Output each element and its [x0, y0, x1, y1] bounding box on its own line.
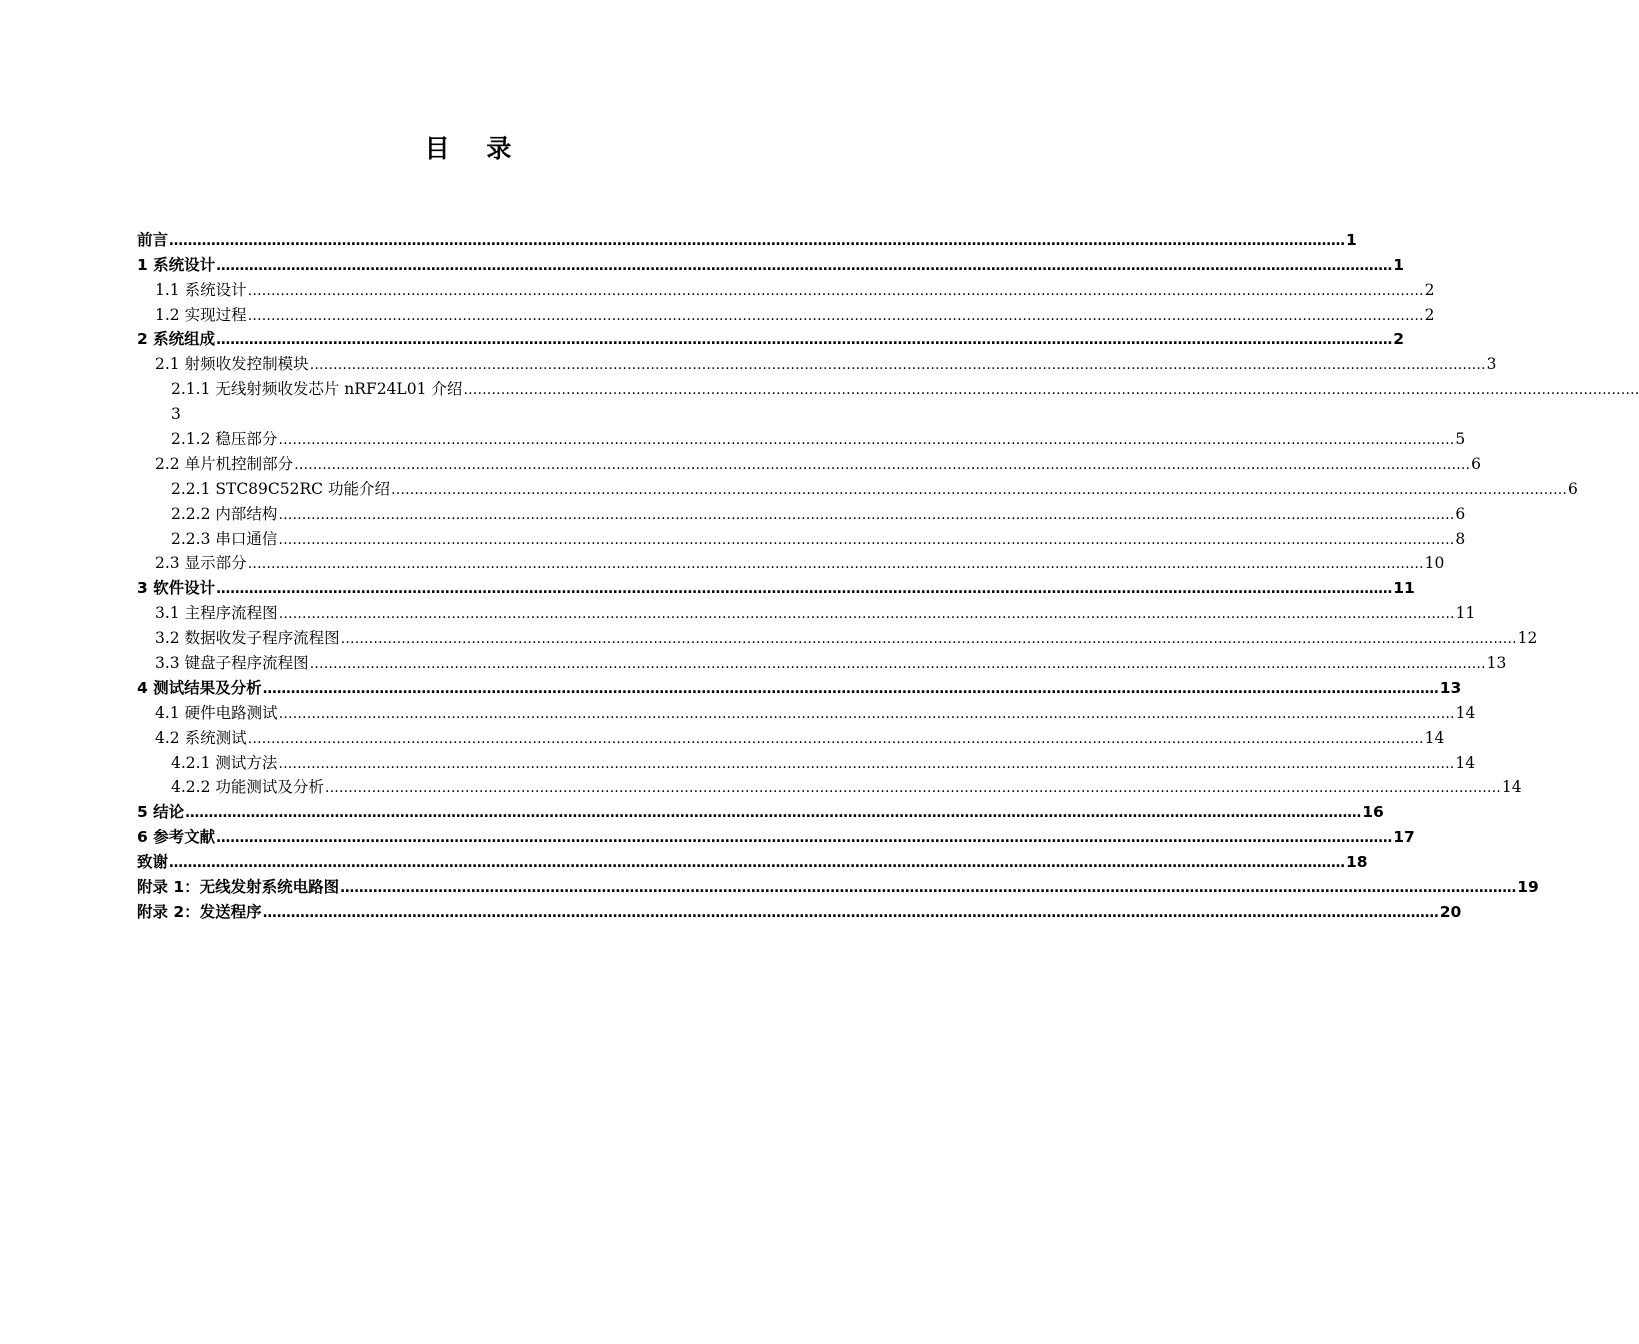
toc-entry-label: 3 软件设计 — [137, 579, 216, 598]
toc-entry[interactable] — [0, 549, 1445, 574]
toc-leader-dots: ……………………………………………………………………………………………………………………………………………………………………………………………………………………………… — [340, 631, 1517, 648]
toc-leader-dots: ……………………………………………………………………………………………………………………………………………………………………………………………………………………………… — [278, 705, 1455, 722]
toc-entry[interactable] — [0, 847, 1368, 872]
toc-leader-dots: ……………………………………………………………………………………………………………………………………………………………………………………………………………………………… — [309, 656, 1486, 673]
toc-entry-page: 1 — [1346, 230, 1357, 249]
toc-entry-page: 1 — [1393, 255, 1404, 274]
toc-entry-label: 4.2.2 功能测试及分析 — [171, 778, 324, 797]
toc-entry-label: 2.2.1 STC89C52RC 功能介绍 — [171, 479, 390, 498]
toc-leader-dots: ……………………………………………………………………………………………………………………………………………………………………………………………………………………………… — [216, 332, 1393, 349]
toc-entry-label: 2.1.2 稳压部分 — [171, 430, 278, 449]
toc-entry-label: 6 参考文献 — [137, 828, 216, 847]
toc-entry-label: 3.1 主程序流程图 — [155, 604, 278, 623]
toc-entry-label: 附录 2：发送程序 — [137, 902, 262, 921]
toc-entry-page: 18 — [1346, 853, 1368, 872]
toc-entry-wrapped-page — [0, 399, 950, 424]
toc-leader-dots: ……………………………………………………………………………………………………………………………………………………………………………………………………………………………… — [390, 481, 1567, 498]
toc-leader-dots: ……………………………………………………………………………………………………………………………………………………………………………………………………………………………… — [463, 382, 1639, 399]
toc-entry-label: 4.2 系统测试 — [155, 728, 247, 747]
toc-entry[interactable] — [0, 449, 1481, 474]
toc-entry-label: 5 结论 — [137, 803, 185, 822]
toc-entry-label: 附录 1：无线发射系统电路图 — [137, 878, 340, 897]
toc-leader-dots: ……………………………………………………………………………………………………………………………………………………………………………………………………………………………… — [247, 730, 1424, 747]
toc-leader-dots: ……………………………………………………………………………………………………………………………………………………………………………………………………………………………… — [278, 606, 1455, 623]
toc-entry[interactable] — [0, 225, 1357, 250]
toc-entry[interactable] — [0, 250, 1404, 275]
toc-entry-page: 10 — [1424, 554, 1445, 573]
toc-entry-page: 6 — [1471, 454, 1481, 473]
toc-entry-label: 1.1 系统设计 — [155, 280, 247, 299]
toc-entry-page: 17 — [1393, 828, 1415, 847]
toc-entry-label: 1.2 实现过程 — [155, 305, 247, 324]
toc-entry-page: 14 — [1424, 728, 1445, 747]
toc-leader-dots: ……………………………………………………………………………………………………………………………………………………………………………………………………………………………… — [262, 680, 1439, 697]
toc-entry[interactable] — [0, 499, 1466, 524]
toc-entry[interactable] — [0, 349, 1497, 374]
toc-entry[interactable] — [0, 598, 1476, 623]
toc-entry-label: 2.2.3 串口通信 — [171, 529, 278, 548]
toc-entry[interactable] — [0, 424, 1466, 449]
toc-entry-page: 8 — [1455, 529, 1466, 548]
toc-entry-label: 2.1 射频收发控制模块 — [155, 355, 309, 374]
toc-entry-label: 4.2.1 测试方法 — [171, 753, 278, 772]
toc-entry-label: 3.2 数据收发子程序流程图 — [155, 629, 340, 648]
toc-entry-label: 2.3 显示部分 — [155, 554, 247, 573]
toc-entry[interactable] — [0, 897, 1462, 922]
toc-entry[interactable] — [0, 822, 1415, 847]
toc-entry-label: 4 测试结果及分析 — [137, 678, 262, 697]
toc-entry[interactable] — [0, 648, 1507, 673]
toc-entry-label: 前言 — [137, 230, 169, 249]
toc-entry[interactable] — [0, 474, 1578, 499]
toc-entry[interactable] — [0, 698, 1476, 723]
toc-entry-page: 19 — [1517, 878, 1539, 897]
toc-entry-label: 3.3 键盘子程序流程图 — [155, 654, 309, 673]
toc-entry[interactable] — [0, 773, 1522, 798]
toc-entry-label: 致谢 — [137, 853, 169, 872]
toc-entry-page: 6 — [1455, 504, 1466, 523]
toc-entry[interactable] — [0, 673, 1462, 698]
toc-leader-dots: ……………………………………………………………………………………………………………………………………………………………………………………………………………………………… — [247, 282, 1424, 299]
toc-entry-page: 3 — [171, 405, 181, 424]
toc-leader-dots: ……………………………………………………………………………………………………………………………………………………………………………………………………………………………… — [278, 755, 1455, 772]
toc-entry-label: 2.2.2 内部结构 — [171, 504, 278, 523]
toc-entry[interactable] — [0, 275, 1435, 300]
toc-entry-page: 3 — [1486, 355, 1497, 374]
toc-leader-dots: ……………………………………………………………………………………………………………………………………………………………………………………………………………………………… — [294, 456, 1471, 473]
toc-leader-dots: ……………………………………………………………………………………………………………………………………………………………………………………………………………………………… — [216, 581, 1393, 598]
toc-entry-label: 2 系统组成 — [137, 330, 216, 349]
toc-leader-dots: ……………………………………………………………………………………………………………………………………………………………………………………………………………………………… — [169, 232, 1346, 249]
toc-leader-dots: ……………………………………………………………………………………………………………………………………………………………………………………………………………………………… — [185, 805, 1362, 822]
page-title: 目 录 — [424, 134, 526, 163]
toc-leader-dots: ……………………………………………………………………………………………………………………………………………………………………………………………………………………………… — [262, 904, 1439, 921]
toc-entry[interactable] — [0, 623, 1538, 648]
toc-entry[interactable] — [0, 573, 1415, 598]
toc-entry[interactable] — [0, 872, 1539, 897]
toc-leader-dots: ……………………………………………………………………………………………………………………………………………………………………………………………………………………………… — [278, 432, 1455, 449]
toc-entry[interactable] — [0, 325, 1404, 350]
table-of-contents — [0, 225, 1639, 922]
toc-leader-dots: ……………………………………………………………………………………………………………………………………………………………………………………………………………………………… — [247, 307, 1424, 324]
toc-entry-label: 2.2 单片机控制部分 — [155, 454, 294, 473]
toc-entry[interactable] — [0, 300, 1435, 325]
toc-leader-dots: ……………………………………………………………………………………………………………………………………………………………………………………………………………………………… — [169, 855, 1346, 872]
toc-entry-page: 11 — [1393, 579, 1415, 598]
toc-entry-page: 2 — [1424, 305, 1435, 324]
toc-entry-page: 14 — [1455, 703, 1476, 722]
toc-leader-dots: ……………………………………………………………………………………………………………………………………………………………………………………………………………………………… — [247, 556, 1424, 573]
toc-leader-dots: ……………………………………………………………………………………………………………………………………………………………………………………………………………………………… — [278, 531, 1455, 548]
toc-entry-page: 20 — [1439, 902, 1462, 921]
toc-leader-dots: ……………………………………………………………………………………………………………………………………………………………………………………………………………………………… — [278, 506, 1455, 523]
toc-entry[interactable] — [0, 797, 1384, 822]
toc-entry-page: 16 — [1362, 803, 1384, 822]
toc-entry[interactable] — [0, 723, 1445, 748]
toc-entry[interactable] — [0, 748, 1476, 773]
toc-entry-label: 4.1 硬件电路测试 — [155, 703, 278, 722]
toc-entry-page: 13 — [1439, 678, 1462, 697]
toc-entry-page: 11 — [1455, 604, 1476, 623]
toc-entry-page: 14 — [1501, 778, 1522, 797]
toc-entry-page: 6 — [1567, 479, 1578, 498]
toc-entry-page: 14 — [1455, 753, 1476, 772]
toc-leader-dots: ……………………………………………………………………………………………………………………………………………………………………………………………………………………………… — [309, 357, 1486, 374]
toc-leader-dots: ……………………………………………………………………………………………………………………………………………………………………………………………………………………………… — [324, 780, 1501, 797]
toc-entry-page: 2 — [1393, 330, 1404, 349]
toc-leader-dots: ……………………………………………………………………………………………………………………………………………………………………………………………………………………………… — [216, 830, 1393, 847]
toc-entry-page: 2 — [1424, 280, 1435, 299]
toc-entry-page: 5 — [1455, 430, 1466, 449]
toc-entry-page: 12 — [1517, 629, 1538, 648]
toc-entry[interactable] — [0, 374, 1639, 399]
toc-entry[interactable] — [0, 524, 1466, 549]
toc-leader-dots: ……………………………………………………………………………………………………………………………………………………………………………………………………………………………… — [216, 257, 1393, 274]
toc-entry-label: 1 系统设计 — [137, 255, 216, 274]
toc-leader-dots: ……………………………………………………………………………………………………………………………………………………………………………………………………………………………… — [340, 880, 1517, 897]
toc-entry-page: 13 — [1486, 654, 1507, 673]
toc-entry-label: 2.1.1 无线射频收发芯片 nRF24L01 介绍 — [171, 380, 463, 399]
